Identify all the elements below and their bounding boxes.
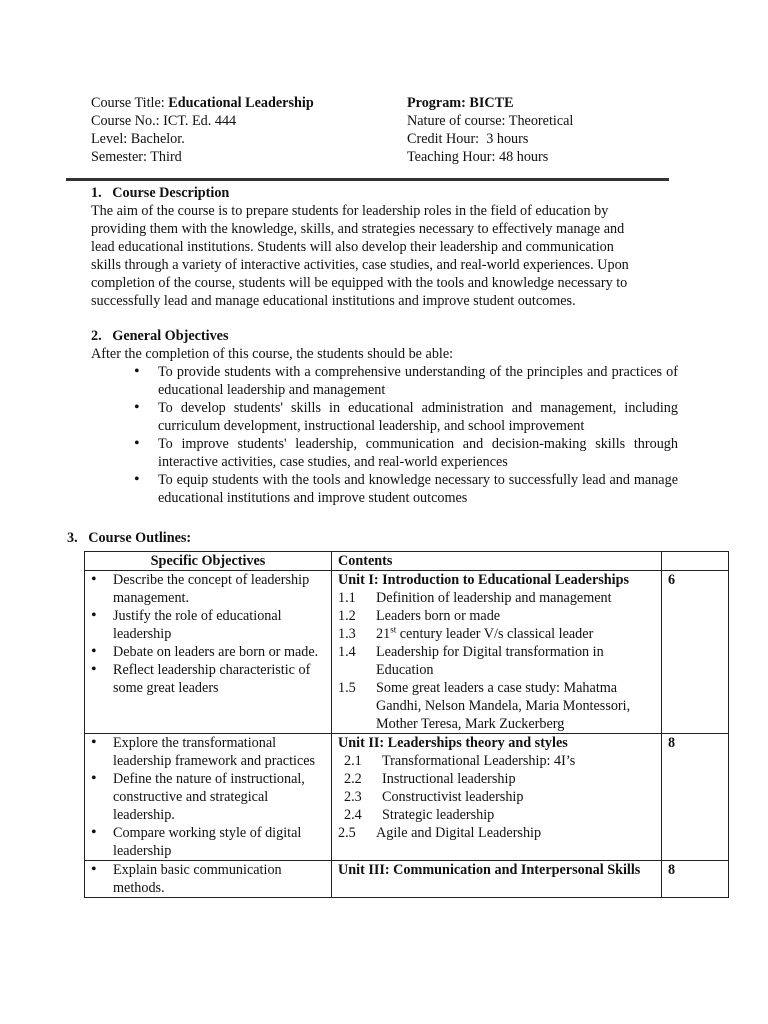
section-course-outlines-heading: 3. Course Outlines:: [67, 530, 192, 546]
contents-cell: [332, 571, 662, 734]
header-hours: [662, 552, 729, 571]
contents-cell: [332, 861, 662, 898]
hours-cell: 8: [662, 861, 729, 898]
topic-item: 2.2 Instructional leadership: [344, 771, 516, 787]
list-item: • Justify the role of educational leadership: [90, 607, 325, 643]
topic-item: 1.5 Some great leaders a case study: Mahatma Gandhi, Nelson Mandela, Maria Montessori, Mother Teresa, Mark Zuckerberg: [338, 680, 631, 732]
credit-hour-line: Credit Hour: 3 hours: [407, 131, 529, 147]
objectives-cell: [85, 861, 332, 898]
list-item: • Define the nature of instructional, constructive and strategical leadership.: [90, 770, 325, 824]
table-row: [85, 861, 729, 898]
list-item: • Explore the transformational leadership framework and practices: [90, 734, 325, 770]
section-course-description-heading: 1. Course Description: [91, 185, 230, 201]
objectives-cell: [85, 734, 332, 861]
unit-title: Unit I: Introduction to Educational Leaderships: [338, 572, 630, 588]
objectives-list: [90, 734, 325, 860]
nature-line: Nature of course: Theoretical: [407, 113, 574, 129]
header-specific-objectives: Specific Objectives: [85, 552, 332, 571]
general-objectives-list: [134, 363, 678, 507]
topic-item: 1.4 Leadership for Digital transformation in Education: [338, 644, 604, 678]
list-item: • To provide students with a comprehensive understanding of the principles and practices of educational leadership and management: [134, 363, 678, 399]
unit-title: Unit II: Leaderships theory and styles: [338, 735, 568, 751]
semester-line: Semester: Third: [91, 149, 182, 165]
list-item: • Debate on leaders are born or made.: [90, 643, 325, 661]
course-title: Educational Leadership: [168, 95, 314, 111]
contents-cell: [332, 734, 662, 861]
topic-item: 1.3 21st century leader V/s classical leader: [338, 624, 594, 642]
topic-item: 2.4 Strategic leadership: [344, 807, 495, 823]
course-description-text: The aim of the course is to prepare students for leadership roles in the field of education by providing them with the knowledge, skills, and strategies necessary to effectively manage and lead educational institutions. Students will also develop their leadership and communication skills through a variety of interactive activities, case studies, and real-world experiences. Upon completion of the course, students will be equipped with the tools and knowledge necessary to successfully lead and manage educational institutions and improve student outcomes.: [91, 203, 629, 309]
course-title-line: Course Title: Educational Leadership: [91, 95, 314, 111]
course-outline-table: [84, 551, 729, 898]
general-objectives-intro: After the completion of this course, the students should be able:: [91, 346, 454, 362]
teaching-hour-line: Teaching Hour: 48 hours: [407, 149, 549, 165]
list-item: • To develop students' skills in educational administration and management, including curriculum development, instructional leadership, and school improvement: [134, 399, 678, 435]
program-line: Program: BICTE: [407, 95, 514, 111]
objectives-cell: [85, 571, 332, 734]
list-item: • To equip students with the tools and knowledge necessary to successfully lead and manage educational institutions and improve student outcomes: [134, 471, 678, 507]
list-item: • Compare working style of digital leadership: [90, 824, 325, 860]
table-row: [85, 571, 729, 734]
unit-title: Unit III: Communication and Interpersonal Skills: [338, 862, 641, 878]
level-line: Level: Bachelor.: [91, 131, 185, 147]
list-item: • Reflect leadership characteristic of some great leaders: [90, 661, 325, 697]
topic-item: 1.2 Leaders born or made: [338, 608, 501, 624]
header-contents: Contents: [332, 552, 662, 571]
section-general-objectives-heading: 2. General Objectives: [91, 328, 229, 344]
objectives-list: [90, 861, 325, 897]
topic-item: 2.1 Transformational Leadership: 4I’s: [344, 753, 576, 769]
table-row: [85, 734, 729, 861]
list-item: • To improve students' leadership, communication and decision-making skills through interactive activities, case studies, and real-world experiences: [134, 435, 678, 471]
course-number-line: Course No.: ICT. Ed. 444: [91, 113, 237, 129]
objectives-list: [90, 571, 325, 697]
hours-cell: 6: [662, 571, 729, 734]
hours-cell: 8: [662, 734, 729, 861]
topic-item: 2.3 Constructivist leadership: [344, 789, 524, 805]
list-item: • Describe the concept of leadership management.: [90, 571, 325, 607]
header-divider: [66, 178, 669, 181]
table-header-row: [85, 552, 729, 571]
topic-item: 1.1 Definition of leadership and management: [338, 590, 612, 606]
list-item: • Explain basic communication methods.: [90, 861, 325, 897]
topic-item: 2.5 Agile and Digital Leadership: [338, 825, 542, 841]
